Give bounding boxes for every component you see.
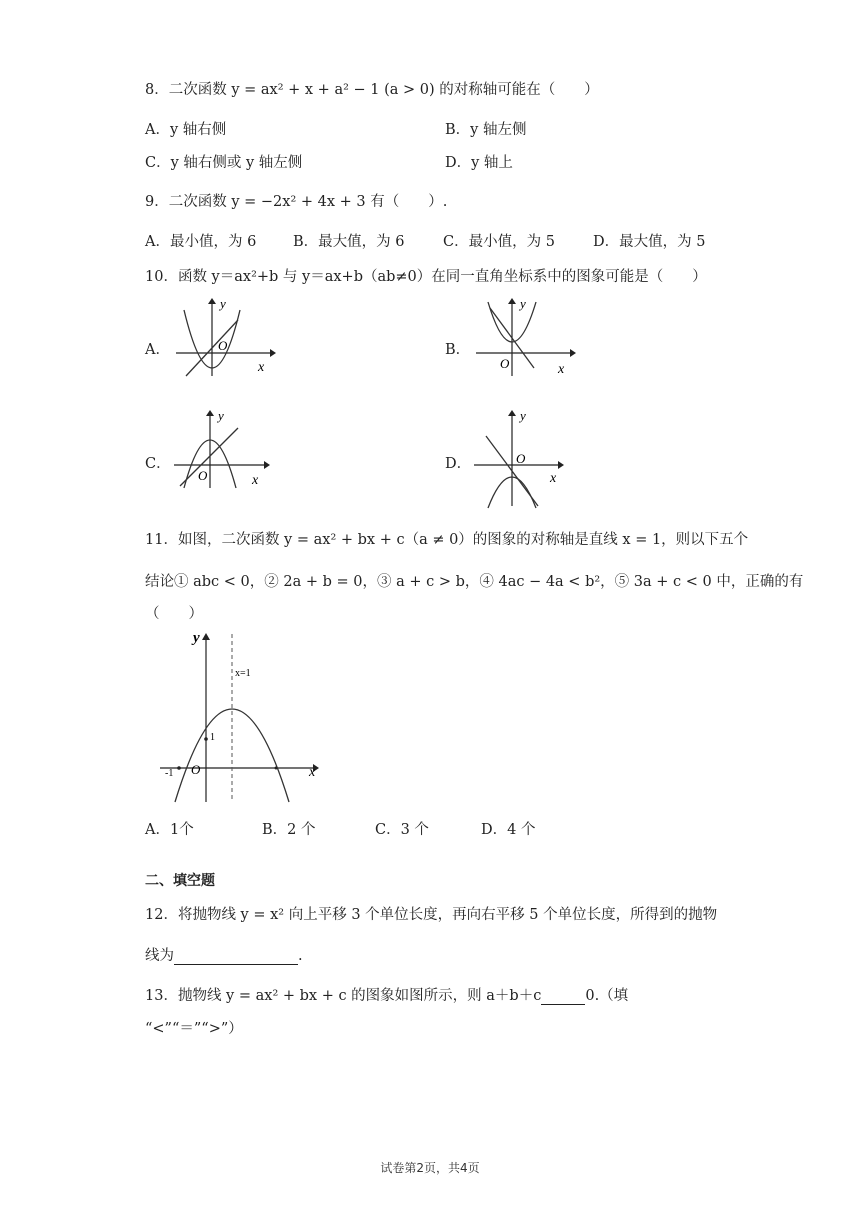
q10-option-c-label: C． bbox=[145, 456, 171, 472]
y-axis-label: y bbox=[220, 296, 226, 311]
q12-suffix: . bbox=[298, 948, 303, 964]
q9-option-c: C．最小值，为 5 bbox=[443, 234, 555, 250]
q11-graph bbox=[155, 628, 330, 804]
y-axis-arrow bbox=[202, 633, 210, 640]
origin-label: O bbox=[516, 451, 526, 466]
q10-stem: 10．函数 y＝ax²+b 与 y＝ax+b（ab≠0）在同一直角坐标系中的图象可能是（ ） bbox=[145, 269, 707, 285]
q8-option-d: D．y 轴上 bbox=[445, 155, 513, 171]
q11-stem-line2: 结论① abc < 0，② 2a + b = 0，③ a + c > b，④ 4ac − 4a < b²，⑤ 3a + c < 0 中，正确的有 bbox=[145, 574, 804, 590]
x-axis-label: x bbox=[550, 471, 557, 486]
q12-answer-blank[interactable] bbox=[174, 948, 298, 965]
x-axis-arrow bbox=[570, 349, 576, 357]
root-label: -1 bbox=[165, 768, 174, 779]
q11-stem-line3: （ ） bbox=[145, 606, 203, 622]
q9-option-a: A．最小值，为 6 bbox=[145, 234, 257, 250]
origin-label: O bbox=[500, 356, 510, 371]
q12-line2 bbox=[145, 944, 303, 965]
x-axis-label: x bbox=[258, 360, 265, 375]
q9-stem: 9．二次函数 y = −2x² + 4x + 3 有（ ）. bbox=[145, 194, 448, 210]
origin-label: O bbox=[191, 762, 201, 777]
x-axis-label: x bbox=[309, 765, 316, 780]
q12-prefix: 线为 bbox=[145, 948, 174, 964]
q9-option-b: B．最大值，为 6 bbox=[293, 234, 405, 250]
y-intercept-label: 1 bbox=[210, 732, 215, 743]
q13-suffix: 0.（填 bbox=[585, 988, 629, 1004]
y-axis-arrow bbox=[208, 298, 216, 304]
second-root-point bbox=[275, 767, 278, 770]
q10-option-b-label: B． bbox=[445, 342, 471, 358]
symmetry-axis-label: x=1 bbox=[235, 668, 251, 679]
q11-option-d: D．4 个 bbox=[481, 822, 536, 838]
y-axis-arrow bbox=[206, 410, 214, 416]
x-axis-arrow bbox=[558, 461, 564, 469]
x-axis-label: x bbox=[558, 362, 565, 377]
q11-stem-line1: 11．如图，二次函数 y = ax² + bx + c（a ≠ 0）的图象的对称轴是直线 x = 1，则以下五个 bbox=[145, 532, 749, 548]
straight-line bbox=[180, 428, 238, 486]
q9-option-d: D．最大值，为 5 bbox=[593, 234, 706, 250]
origin-label: O bbox=[198, 468, 208, 483]
y-axis-label: y bbox=[520, 408, 526, 423]
q11-option-a: A．1个 bbox=[145, 822, 194, 838]
y-axis-arrow bbox=[508, 410, 516, 416]
q13-answer-blank[interactable] bbox=[541, 988, 585, 1005]
q12-line1: 12．将抛物线 y = x² 向上平移 3 个单位长度，再向右平移 5 个单位长度，所得到的抛物 bbox=[145, 907, 718, 923]
q11-option-b: B．2 个 bbox=[262, 822, 316, 838]
x-axis-arrow bbox=[264, 461, 270, 469]
y-axis-label: y bbox=[520, 296, 526, 311]
page-footer: 试卷第2页，共4页 bbox=[380, 1161, 480, 1175]
q13-line1 bbox=[145, 984, 628, 1005]
y-axis-label: y bbox=[218, 408, 224, 423]
y-axis-label: y bbox=[193, 630, 200, 646]
q11-option-c: C．3 个 bbox=[375, 822, 429, 838]
section-title: 二、填空题 bbox=[145, 873, 215, 889]
q13-line2: “<”“＝”“>”） bbox=[145, 1021, 243, 1037]
y-intercept-point bbox=[204, 737, 208, 741]
q10-option-d-label: D． bbox=[445, 456, 472, 472]
q8-option-b: B．y 轴左侧 bbox=[445, 122, 527, 138]
x-axis-label: x bbox=[252, 473, 259, 488]
q10-graph-c bbox=[172, 406, 277, 490]
q10-graph-d bbox=[472, 406, 577, 510]
y-axis-arrow bbox=[508, 298, 516, 304]
origin-label: O bbox=[218, 338, 228, 353]
q8-option-a: A．y 轴右侧 bbox=[145, 122, 227, 138]
q10-graph-b bbox=[472, 296, 577, 378]
q8-option-c: C．y 轴右侧或 y 轴左侧 bbox=[145, 155, 303, 171]
q8-stem: 8．二次函数 y = ax² + x + a² − 1 (a > 0) 的对称轴可能在（ ） bbox=[145, 82, 599, 98]
q13-prefix: 13．抛物线 y = ax² + bx + c 的图象如图所示，则 a＋b＋c bbox=[145, 988, 542, 1004]
q10-graph-a bbox=[172, 296, 277, 378]
root-point bbox=[177, 766, 181, 770]
x-axis-arrow bbox=[270, 349, 276, 357]
q10-option-a-label: A． bbox=[145, 342, 170, 358]
